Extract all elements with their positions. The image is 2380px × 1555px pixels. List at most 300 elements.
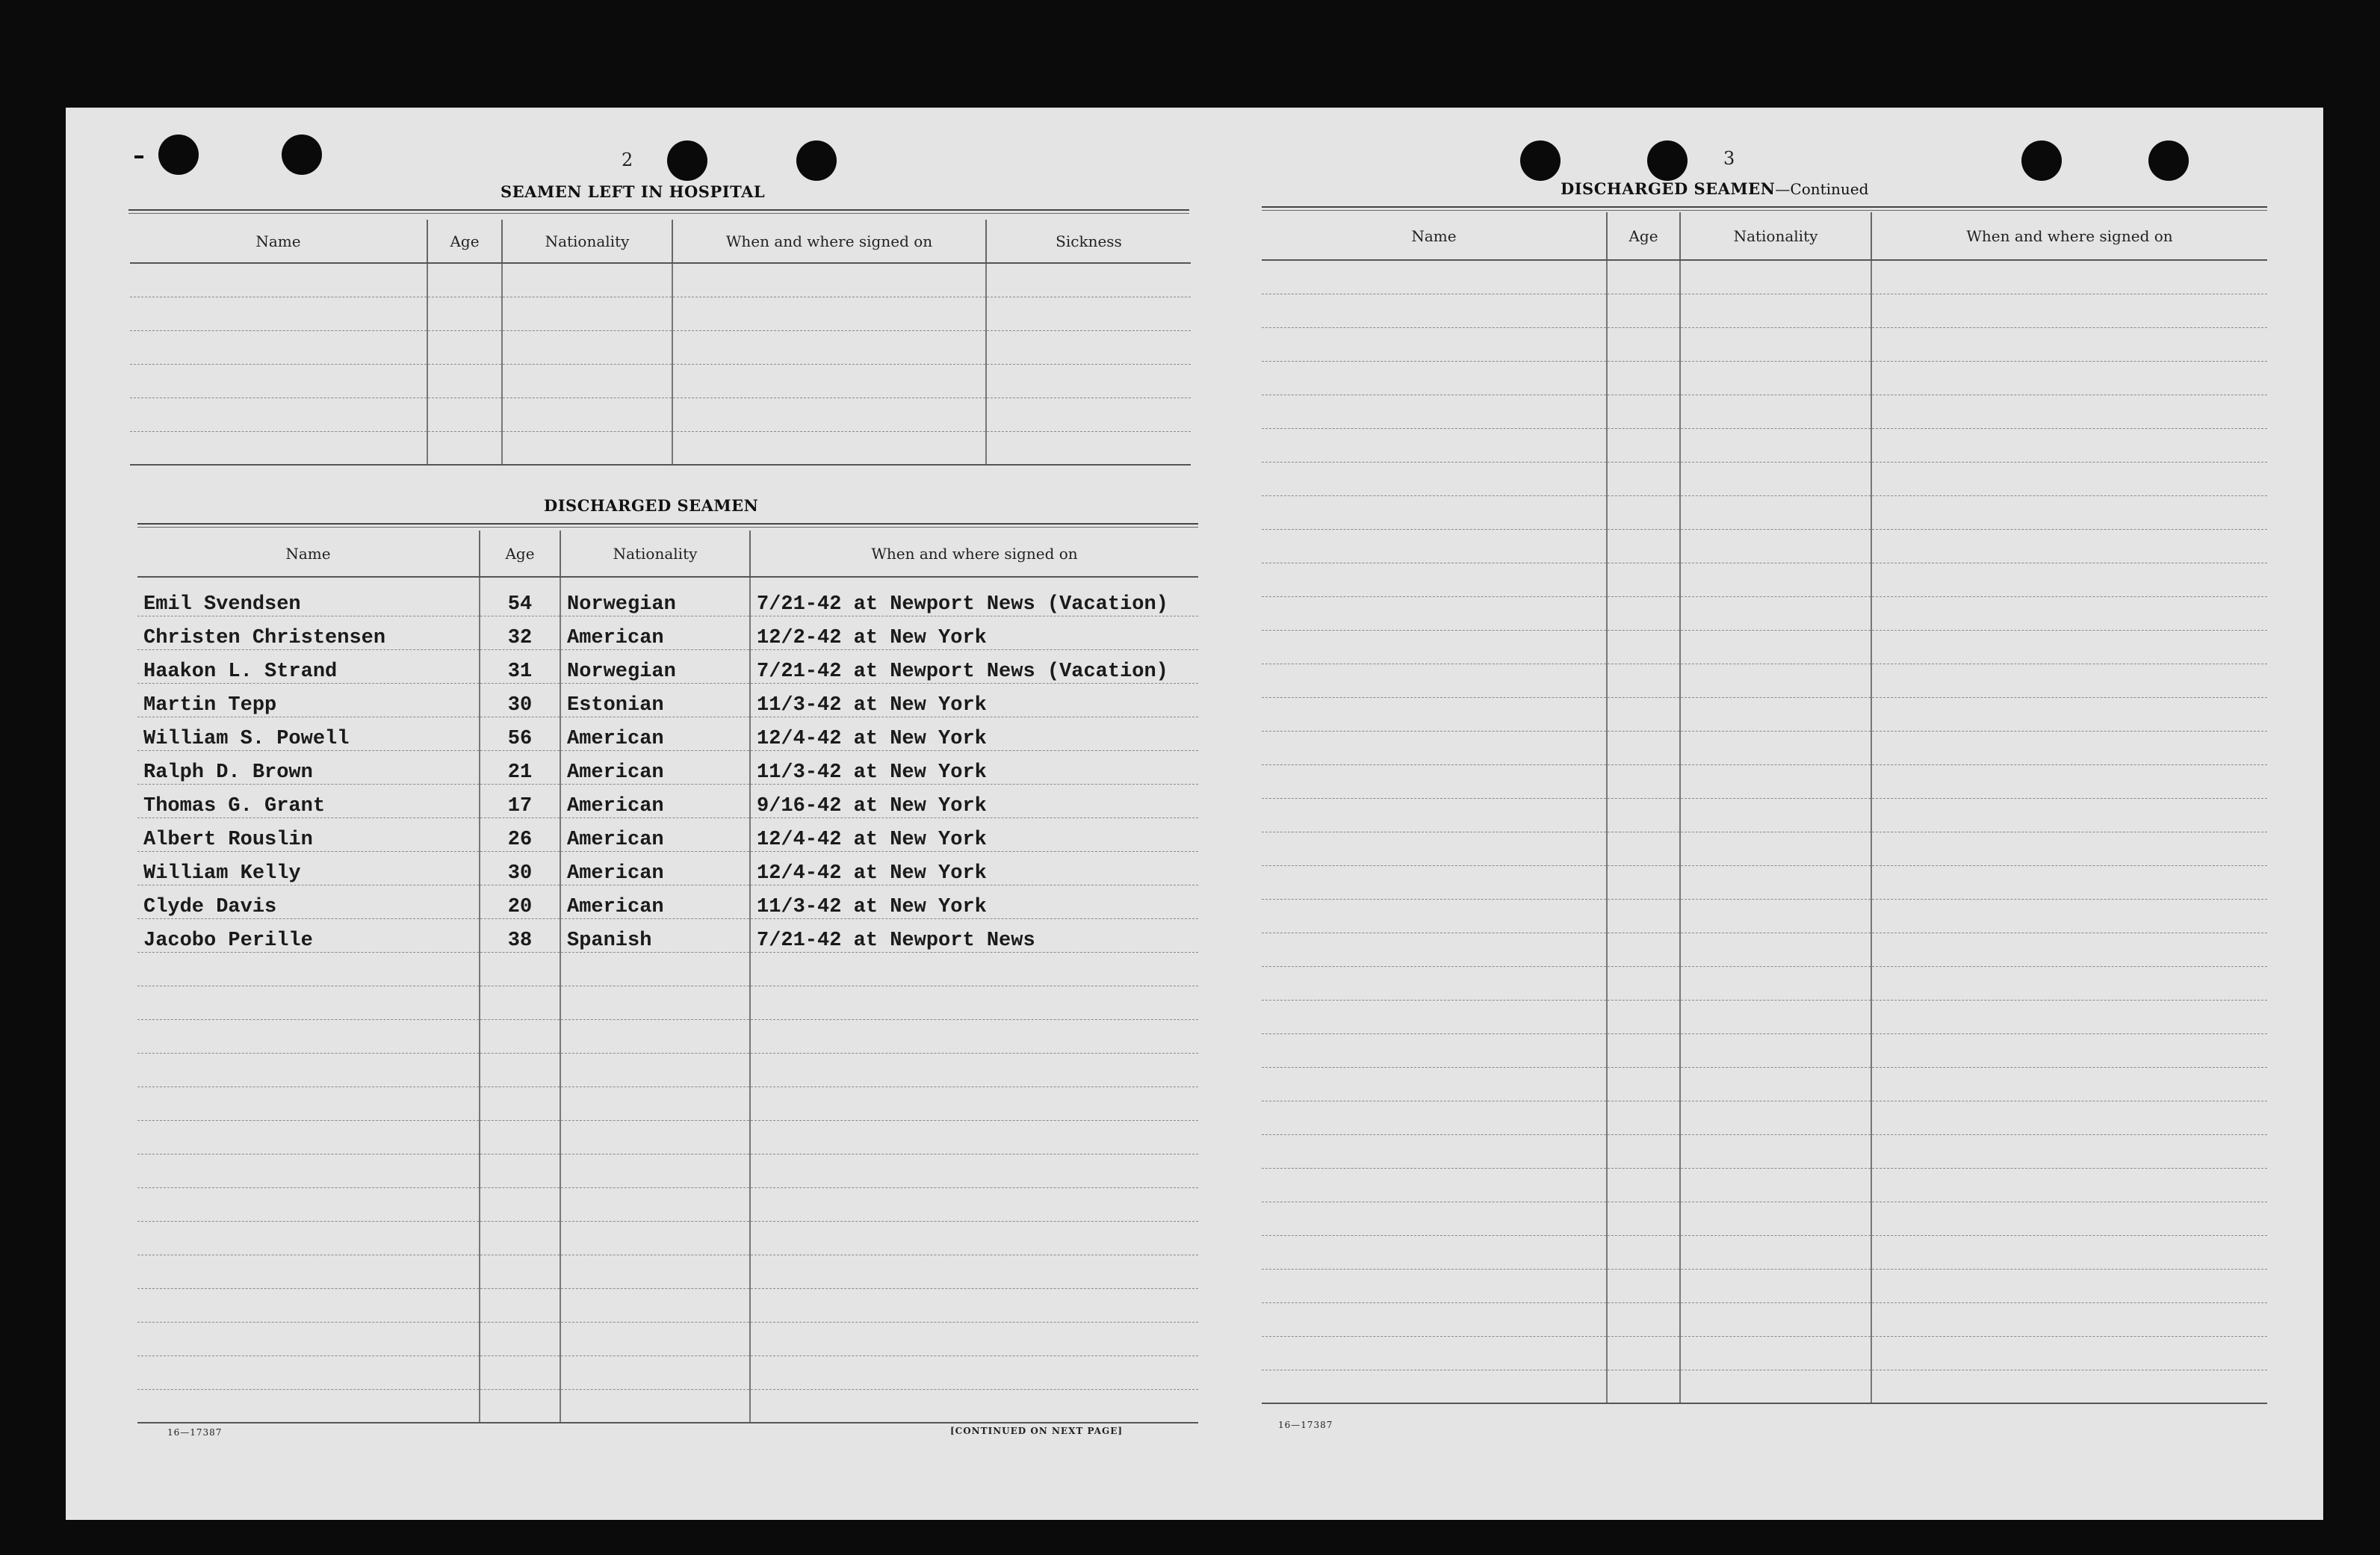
blank-cell bbox=[1871, 1101, 2267, 1134]
blank-cell bbox=[1607, 899, 1680, 933]
blank-row bbox=[137, 952, 1198, 986]
blank-row bbox=[130, 364, 1191, 398]
blank-cell bbox=[1262, 1168, 1607, 1202]
blank-row bbox=[1262, 1000, 2267, 1033]
blank-cell bbox=[1680, 395, 1871, 428]
blank-cell bbox=[560, 1322, 750, 1355]
blank-cell bbox=[750, 952, 1198, 986]
blank-cell bbox=[1871, 1202, 2267, 1235]
blank-row bbox=[137, 1053, 1198, 1086]
blank-row bbox=[1262, 596, 2267, 630]
seaman-nationality: American bbox=[560, 817, 750, 851]
blank-cell bbox=[1607, 1302, 1680, 1336]
blank-row bbox=[137, 986, 1198, 1019]
hospital-table bbox=[130, 220, 1191, 466]
blank-cell bbox=[560, 1053, 750, 1086]
blank-cell bbox=[137, 1154, 480, 1187]
column-header-name: Name bbox=[137, 531, 480, 577]
blank-cell bbox=[1262, 462, 1607, 495]
blank-cell bbox=[1871, 495, 2267, 529]
blank-cell bbox=[1262, 1000, 1607, 1033]
blank-cell bbox=[1262, 899, 1607, 933]
blank-cell bbox=[1262, 395, 1607, 428]
blank-cell bbox=[1680, 933, 1871, 966]
blank-cell bbox=[1607, 294, 1680, 327]
blank-cell bbox=[137, 952, 480, 986]
blank-cell bbox=[1262, 260, 1607, 294]
blank-row bbox=[137, 1019, 1198, 1053]
blank-cell bbox=[480, 1053, 560, 1086]
blank-cell bbox=[137, 986, 480, 1019]
blank-cell bbox=[1607, 697, 1680, 731]
discharged-continued-table bbox=[1262, 212, 2267, 1404]
blank-row bbox=[130, 297, 1191, 330]
blank-cell bbox=[1680, 462, 1871, 495]
blank-cell bbox=[750, 1255, 1198, 1288]
blank-cell bbox=[986, 398, 1191, 431]
blank-cell bbox=[1680, 596, 1871, 630]
blank-cell bbox=[672, 364, 986, 398]
blank-cell bbox=[130, 297, 427, 330]
blank-cell bbox=[1871, 395, 2267, 428]
blank-cell bbox=[427, 398, 502, 431]
blank-cell bbox=[1871, 1067, 2267, 1101]
blank-cell bbox=[1871, 428, 2267, 462]
seaman-age: 21 bbox=[480, 750, 560, 784]
seaman-nationality: American bbox=[560, 616, 750, 649]
blank-cell bbox=[1680, 731, 1871, 764]
blank-row bbox=[1262, 899, 2267, 933]
blank-cell bbox=[1262, 495, 1607, 529]
blank-cell bbox=[480, 1355, 560, 1389]
blank-cell bbox=[986, 330, 1191, 364]
blank-row bbox=[137, 1120, 1198, 1154]
blank-cell bbox=[560, 1288, 750, 1322]
blank-cell bbox=[137, 1288, 480, 1322]
blank-cell bbox=[502, 297, 672, 330]
blank-cell bbox=[1680, 1134, 1871, 1168]
blank-cell bbox=[1680, 1235, 1871, 1269]
blank-cell bbox=[1871, 832, 2267, 865]
seaman-age: 38 bbox=[480, 918, 560, 952]
blank-cell bbox=[1680, 798, 1871, 832]
blank-cell bbox=[1680, 1336, 1871, 1370]
seaman-age: 31 bbox=[480, 649, 560, 683]
blank-row bbox=[1262, 1101, 2267, 1134]
punch-hole bbox=[158, 135, 199, 175]
blank-cell bbox=[1607, 933, 1680, 966]
seaman-age: 30 bbox=[480, 851, 560, 885]
blank-cell bbox=[672, 263, 986, 297]
seaman-age: 56 bbox=[480, 717, 560, 750]
blank-cell bbox=[1607, 395, 1680, 428]
blank-cell bbox=[750, 1154, 1198, 1187]
column-header-name: Name bbox=[1262, 212, 1607, 260]
blank-row bbox=[1262, 764, 2267, 798]
blank-cell bbox=[750, 1086, 1198, 1120]
blank-cell bbox=[480, 986, 560, 1019]
blank-cell bbox=[1871, 260, 2267, 294]
blank-row bbox=[1262, 865, 2267, 899]
blank-cell bbox=[560, 952, 750, 986]
blank-cell bbox=[130, 364, 427, 398]
form-number: 16—17387 bbox=[1278, 1420, 1333, 1430]
punch-hole bbox=[1647, 140, 1688, 181]
seaman-name: Albert Rouslin bbox=[137, 817, 480, 851]
seaman-signed-on: 12/4-42 at New York bbox=[750, 851, 1198, 885]
blank-row bbox=[1262, 697, 2267, 731]
blank-cell bbox=[137, 1322, 480, 1355]
blank-cell bbox=[1680, 361, 1871, 395]
blank-cell bbox=[1262, 1336, 1607, 1370]
blank-row bbox=[137, 1187, 1198, 1221]
blank-cell bbox=[1871, 1033, 2267, 1067]
blank-cell bbox=[1607, 529, 1680, 563]
blank-row bbox=[130, 263, 1191, 297]
blank-cell bbox=[1871, 462, 2267, 495]
blank-cell bbox=[1680, 495, 1871, 529]
punch-hole bbox=[282, 135, 322, 175]
blank-cell bbox=[672, 297, 986, 330]
seaman-signed-on: 12/2-42 at New York bbox=[750, 616, 1198, 649]
blank-cell bbox=[560, 986, 750, 1019]
blank-cell bbox=[1871, 933, 2267, 966]
blank-cell bbox=[560, 1187, 750, 1221]
blank-row bbox=[1262, 966, 2267, 1000]
blank-cell bbox=[480, 1288, 560, 1322]
blank-cell bbox=[1680, 1000, 1871, 1033]
blank-cell bbox=[1607, 361, 1680, 395]
blank-cell bbox=[1607, 798, 1680, 832]
blank-cell bbox=[1607, 1202, 1680, 1235]
blank-cell bbox=[1871, 1269, 2267, 1302]
title-main: DISCHARGED SEAMEN bbox=[1561, 179, 1776, 198]
blank-cell bbox=[1607, 1101, 1680, 1134]
seaman-name: Jacobo Perille bbox=[137, 918, 480, 952]
seaman-name: Clyde Davis bbox=[137, 885, 480, 918]
blank-row bbox=[1262, 327, 2267, 361]
blank-cell bbox=[427, 263, 502, 297]
blank-cell bbox=[480, 1187, 560, 1221]
blank-cell bbox=[1607, 630, 1680, 664]
seaman-nationality: American bbox=[560, 851, 750, 885]
blank-cell bbox=[1607, 731, 1680, 764]
blank-cell bbox=[480, 1154, 560, 1187]
punch-hole bbox=[796, 140, 837, 181]
blank-cell bbox=[750, 1221, 1198, 1255]
table-row bbox=[137, 717, 1198, 750]
blank-cell bbox=[1871, 596, 2267, 630]
blank-row bbox=[1262, 563, 2267, 596]
form-number: 16—17387 bbox=[167, 1427, 223, 1438]
blank-cell bbox=[502, 364, 672, 398]
blank-cell bbox=[560, 1355, 750, 1389]
blank-cell bbox=[1607, 832, 1680, 865]
blank-cell bbox=[1262, 294, 1607, 327]
blank-cell bbox=[1871, 1235, 2267, 1269]
seaman-age: 54 bbox=[480, 577, 560, 616]
continued-note: [CONTINUED ON NEXT PAGE] bbox=[950, 1426, 1124, 1436]
seaman-age: 20 bbox=[480, 885, 560, 918]
blank-row bbox=[1262, 294, 2267, 327]
blank-cell bbox=[1871, 899, 2267, 933]
table-row bbox=[137, 649, 1198, 683]
table-row bbox=[137, 577, 1198, 616]
table-row bbox=[137, 918, 1198, 952]
blank-cell bbox=[1607, 1235, 1680, 1269]
blank-row bbox=[130, 330, 1191, 364]
blank-cell bbox=[1680, 260, 1871, 294]
blank-cell bbox=[502, 263, 672, 297]
punch-hole bbox=[1520, 140, 1561, 181]
blank-cell bbox=[1262, 933, 1607, 966]
blank-cell bbox=[1871, 1000, 2267, 1033]
blank-cell bbox=[1680, 327, 1871, 361]
blank-cell bbox=[560, 1221, 750, 1255]
column-header-signed-on: When and where signed on bbox=[672, 220, 986, 263]
blank-cell bbox=[480, 1255, 560, 1288]
blank-cell bbox=[1871, 697, 2267, 731]
blank-cell bbox=[130, 431, 427, 465]
blank-cell bbox=[137, 1187, 480, 1221]
seaman-age: 17 bbox=[480, 784, 560, 817]
blank-cell bbox=[1607, 260, 1680, 294]
seaman-nationality: Estonian bbox=[560, 683, 750, 717]
column-header-signed-on: When and where signed on bbox=[750, 531, 1198, 577]
blank-row bbox=[1262, 1168, 2267, 1202]
blank-row bbox=[1262, 933, 2267, 966]
column-header-nationality: Nationality bbox=[1680, 212, 1871, 260]
blank-cell bbox=[1607, 1033, 1680, 1067]
blank-cell bbox=[1680, 764, 1871, 798]
blank-cell bbox=[750, 1120, 1198, 1154]
blank-row bbox=[1262, 731, 2267, 764]
seaman-signed-on: 7/21-42 at Newport News (Vacation) bbox=[750, 577, 1198, 616]
blank-row bbox=[1262, 1269, 2267, 1302]
blank-cell bbox=[1262, 1235, 1607, 1269]
seaman-age: 32 bbox=[480, 616, 560, 649]
seaman-nationality: American bbox=[560, 750, 750, 784]
seaman-signed-on: 11/3-42 at New York bbox=[750, 683, 1198, 717]
blank-cell bbox=[427, 364, 502, 398]
seaman-signed-on: 12/4-42 at New York bbox=[750, 717, 1198, 750]
blank-cell bbox=[1607, 1168, 1680, 1202]
hospital-table-body bbox=[130, 263, 1191, 465]
punch-hole bbox=[2021, 140, 2062, 181]
column-header-age: Age bbox=[427, 220, 502, 263]
blank-cell bbox=[1871, 731, 2267, 764]
blank-cell bbox=[560, 1086, 750, 1120]
blank-row bbox=[1262, 1302, 2267, 1336]
blank-cell bbox=[1262, 664, 1607, 697]
blank-cell bbox=[672, 398, 986, 431]
table-row bbox=[137, 784, 1198, 817]
table-row bbox=[137, 817, 1198, 851]
column-header-name: Name bbox=[130, 220, 427, 263]
blank-cell bbox=[130, 330, 427, 364]
blank-row bbox=[1262, 1202, 2267, 1235]
column-header-age: Age bbox=[1607, 212, 1680, 260]
blank-cell bbox=[480, 1120, 560, 1154]
seaman-signed-on: 11/3-42 at New York bbox=[750, 750, 1198, 784]
blank-row bbox=[1262, 630, 2267, 664]
seaman-nationality: American bbox=[560, 784, 750, 817]
blank-row bbox=[130, 398, 1191, 431]
seaman-signed-on: 11/3-42 at New York bbox=[750, 885, 1198, 918]
blank-cell bbox=[750, 1187, 1198, 1221]
blank-cell bbox=[137, 1120, 480, 1154]
left-page bbox=[66, 108, 1194, 1520]
blank-cell bbox=[1871, 294, 2267, 327]
blank-row bbox=[137, 1255, 1198, 1288]
blank-cell bbox=[480, 1322, 560, 1355]
page-number: 2 bbox=[622, 149, 633, 170]
blank-row bbox=[1262, 1033, 2267, 1067]
blank-cell bbox=[480, 1389, 560, 1423]
blank-cell bbox=[1262, 731, 1607, 764]
blank-cell bbox=[1607, 1336, 1680, 1370]
blank-row bbox=[1262, 832, 2267, 865]
blank-cell bbox=[137, 1355, 480, 1389]
blank-row bbox=[1262, 1370, 2267, 1403]
table-row bbox=[137, 851, 1198, 885]
blank-row bbox=[137, 1355, 1198, 1389]
blank-cell bbox=[1607, 462, 1680, 495]
blank-cell bbox=[1871, 630, 2267, 664]
blank-cell bbox=[750, 1019, 1198, 1053]
blank-cell bbox=[1680, 899, 1871, 933]
blank-cell bbox=[1871, 865, 2267, 899]
blank-cell bbox=[560, 1389, 750, 1423]
seaman-name: Emil Svendsen bbox=[137, 577, 480, 616]
blank-cell bbox=[1680, 1033, 1871, 1067]
seaman-name: Thomas G. Grant bbox=[137, 784, 480, 817]
discharged-table-body bbox=[137, 577, 1198, 1423]
blank-cell bbox=[1871, 1370, 2267, 1403]
blank-cell bbox=[750, 1322, 1198, 1355]
blank-cell bbox=[986, 263, 1191, 297]
blank-cell bbox=[1262, 832, 1607, 865]
blank-cell bbox=[1262, 428, 1607, 462]
blank-row bbox=[1262, 798, 2267, 832]
blank-cell bbox=[1262, 529, 1607, 563]
blank-cell bbox=[560, 1019, 750, 1053]
blank-row bbox=[1262, 260, 2267, 294]
blank-cell bbox=[1262, 1370, 1607, 1403]
blank-cell bbox=[1680, 1370, 1871, 1403]
seaman-name: William S. Powell bbox=[137, 717, 480, 750]
blank-cell bbox=[1680, 529, 1871, 563]
blank-row bbox=[1262, 462, 2267, 495]
blank-cell bbox=[750, 1355, 1198, 1389]
blank-row bbox=[1262, 361, 2267, 395]
discharged-continued-title bbox=[1561, 179, 1868, 198]
blank-cell bbox=[137, 1221, 480, 1255]
seaman-name: Ralph D. Brown bbox=[137, 750, 480, 784]
blank-cell bbox=[560, 1120, 750, 1154]
hospital-section-title: SEAMEN LEFT IN HOSPITAL bbox=[501, 182, 766, 201]
seaman-nationality: American bbox=[560, 717, 750, 750]
blank-cell bbox=[1607, 865, 1680, 899]
seaman-signed-on: 7/21-42 at Newport News (Vacation) bbox=[750, 649, 1198, 683]
blank-cell bbox=[480, 1086, 560, 1120]
table-row bbox=[137, 885, 1198, 918]
table-row bbox=[137, 616, 1198, 649]
blank-cell bbox=[480, 952, 560, 986]
blank-cell bbox=[1680, 630, 1871, 664]
blank-cell bbox=[1607, 764, 1680, 798]
blank-cell bbox=[1680, 1067, 1871, 1101]
blank-cell bbox=[502, 330, 672, 364]
blank-row bbox=[137, 1389, 1198, 1423]
blank-cell bbox=[1680, 697, 1871, 731]
blank-cell bbox=[1871, 529, 2267, 563]
blank-cell bbox=[1680, 1168, 1871, 1202]
blank-cell bbox=[480, 1019, 560, 1053]
seaman-name: Christen Christensen bbox=[137, 616, 480, 649]
seaman-nationality: Spanish bbox=[560, 918, 750, 952]
blank-cell bbox=[750, 1288, 1198, 1322]
seaman-name: Haakon L. Strand bbox=[137, 649, 480, 683]
blank-cell bbox=[427, 330, 502, 364]
discharged-table bbox=[137, 531, 1198, 1423]
blank-row bbox=[1262, 1067, 2267, 1101]
blank-cell bbox=[1262, 1302, 1607, 1336]
blank-row bbox=[137, 1086, 1198, 1120]
blank-cell bbox=[1680, 1269, 1871, 1302]
blank-cell bbox=[1680, 1101, 1871, 1134]
blank-cell bbox=[1607, 428, 1680, 462]
column-header-signed-on: When and where signed on bbox=[1871, 212, 2267, 260]
blank-row bbox=[1262, 395, 2267, 428]
page-number: 3 bbox=[1723, 148, 1735, 169]
blank-cell bbox=[1262, 865, 1607, 899]
blank-cell bbox=[1680, 294, 1871, 327]
blank-row bbox=[1262, 1235, 2267, 1269]
blank-row bbox=[1262, 428, 2267, 462]
blank-cell bbox=[560, 1154, 750, 1187]
blank-cell bbox=[1680, 966, 1871, 1000]
title-rule bbox=[137, 523, 1198, 528]
blank-cell bbox=[1680, 563, 1871, 596]
blank-cell bbox=[750, 1389, 1198, 1423]
blank-cell bbox=[750, 986, 1198, 1019]
blank-cell bbox=[1607, 1269, 1680, 1302]
blank-cell bbox=[1871, 563, 2267, 596]
blank-cell bbox=[1871, 966, 2267, 1000]
blank-cell bbox=[1871, 1336, 2267, 1370]
column-header-nationality: Nationality bbox=[560, 531, 750, 577]
blank-row bbox=[1262, 1134, 2267, 1168]
blank-cell bbox=[480, 1221, 560, 1255]
blank-row bbox=[1262, 529, 2267, 563]
seaman-name: William Kelly bbox=[137, 851, 480, 885]
blank-cell bbox=[1607, 1134, 1680, 1168]
blank-cell bbox=[1607, 1067, 1680, 1101]
blank-cell bbox=[1607, 495, 1680, 529]
blank-cell bbox=[1262, 764, 1607, 798]
blank-cell bbox=[1680, 865, 1871, 899]
blank-cell bbox=[1871, 1134, 2267, 1168]
blank-cell bbox=[130, 398, 427, 431]
blank-row bbox=[130, 431, 1191, 465]
seaman-name: Martin Tepp bbox=[137, 683, 480, 717]
blank-cell bbox=[672, 330, 986, 364]
blank-cell bbox=[1871, 1168, 2267, 1202]
column-header-nationality: Nationality bbox=[502, 220, 672, 263]
blank-cell bbox=[1607, 1370, 1680, 1403]
seaman-signed-on: 9/16-42 at New York bbox=[750, 784, 1198, 817]
